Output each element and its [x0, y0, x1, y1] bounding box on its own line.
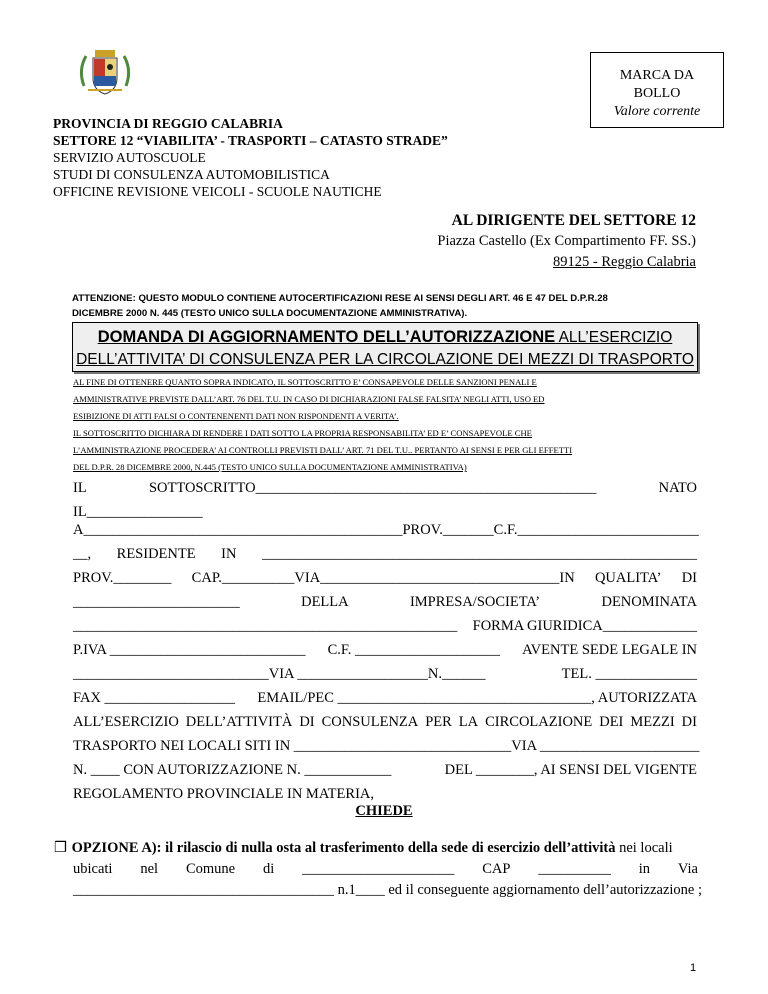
role-field[interactable]: _______________________: [73, 594, 240, 610]
sector-name: SETTORE 12 “VIABILITA’ - TRASPORTI – CATASTO STRADE”: [53, 133, 448, 148]
form-line-residence[interactable]: [73, 546, 697, 563]
form-line-undersigned[interactable]: [73, 480, 697, 497]
tax-code-field[interactable]: C.F. ____________________: [327, 642, 501, 658]
form-line-legal-form[interactable]: [73, 618, 697, 635]
stamp-line: MARCA DA: [619, 68, 695, 83]
stamp-value: Valore corrente: [613, 104, 701, 119]
recipient-street: Piazza Castello (Ex Compartimento FF. SS.): [437, 233, 696, 249]
recipient-title: AL DIRIGENTE DEL SETTORE 12: [451, 212, 696, 229]
attention-line: ATTENZIONE: QUESTO MODULO CONTIENE AUTOCERTIFICAZIONI RESE AI SENSI DEGLI ART. 46 E 47 DEL D.P.R.28: [72, 293, 608, 304]
province-name: PROVINCIA DI REGGIO CALABRIA: [53, 116, 283, 131]
authorization-date-field[interactable]: DEL ________, AI SENSI DEL VIGENTE: [444, 762, 697, 778]
form-line-activity: [73, 714, 697, 731]
service-line: SERVIZIO AUTOSCUOLE: [53, 150, 206, 165]
cap-street-field[interactable]: CAP.__________VIA_________________________________IN: [191, 570, 575, 586]
form-word: LA: [458, 714, 479, 730]
premises-field[interactable]: TRASPORTO NEI LOCALI SITI IN ______________________________: [73, 738, 512, 754]
new-street-field[interactable]: ____________________________________ n.1____ ed il conseguente aggiornamento dell’autorizzazione ;: [73, 882, 703, 898]
option-a-line: [54, 838, 698, 859]
form-line-contacts[interactable]: [73, 690, 697, 707]
form-text: DI: [681, 570, 697, 586]
stamp-line: BOLLO: [633, 86, 681, 101]
company-name-field[interactable]: _____________________________________________________: [73, 618, 458, 634]
option-a-location-line[interactable]: [54, 859, 698, 880]
form-word: ALL’ESERCIZIO: [73, 714, 179, 730]
form-line-vat[interactable]: [73, 642, 697, 659]
form-line-company[interactable]: [73, 594, 697, 611]
form-text: DENOMINATA: [601, 594, 697, 610]
checkbox-icon[interactable]: ❒: [54, 840, 67, 856]
attention-line: DICEMBRE 2000 N. 445 (TESTO UNICO SULLA DOCUMENTAZIONE AMMINISTRATIVA).: [72, 308, 468, 319]
form-text: AVENTE SEDE LEGALE IN: [522, 642, 697, 658]
recipient-city: 89125 - Reggio Calabria: [553, 254, 696, 270]
form-word: in: [638, 861, 650, 877]
fax-field[interactable]: FAX __________________: [73, 690, 236, 706]
authorization-number-field[interactable]: N. ____ CON AUTORIZZAZIONE N. ____________: [73, 762, 392, 778]
form-line-seat[interactable]: [73, 666, 697, 683]
name-field[interactable]: SOTTOSCRITTO_______________________________________________: [148, 480, 597, 496]
coat-of-arms-logo: [76, 46, 134, 98]
form-text: IL: [73, 480, 87, 496]
form-word: CAP: [482, 861, 511, 877]
email-field[interactable]: EMAIL/PEC ___________________________________, AUTORIZZATA: [257, 690, 697, 706]
office-header: [53, 115, 448, 200]
form-word: DI: [299, 714, 315, 730]
legal-note-line: L’AMMINISTRAZIONE PROCEDERA’ AI CONTROLLI PREVISTI DALL’ ART. 71 DEL T.U.. PERTANTO AI SENSI E PER GLI EFFETTI: [73, 445, 573, 455]
seat-address-field[interactable]: ___________________________VIA __________________N.______: [73, 666, 486, 682]
title-line: [73, 326, 697, 349]
title-rest: ALL’ESERCIZIO: [555, 329, 673, 346]
attention-notice: [72, 291, 702, 321]
form-text: QUALITA’: [594, 570, 662, 586]
legal-note-line: DEL D.P.R. 28 DICEMBRE 2000, N.445 (TESTO UNICO SULLA DOCUMENTAZIONE AMMINISTRATIVA): [73, 462, 467, 472]
form-line-regulation: REGOLAMENTO PROVINCIALE IN MATERIA,: [73, 786, 374, 802]
new-cap-field[interactable]: __________: [538, 861, 611, 877]
form-word: PER: [425, 714, 452, 730]
coat-of-arms-icon: [76, 46, 134, 98]
option-a-title: OPZIONE A): il rilascio di nulla osta al trasferimento della sede di esercizio dell’attività: [71, 840, 616, 856]
legal-note-line: AMMINISTRATIVE PREVISTE DALL’ART. 76 DEL T.U. IN CASO DI DICHIARAZIONI FALSE FALSITA’ NEGLI ATTI, USO ED: [73, 394, 545, 404]
legal-note-line: ESIBIZIONE DI ATTI FALSI O CONTENENENTI DATI NON RISPONDENTI A VERITA’.: [73, 411, 399, 421]
form-text: RESIDENTE: [116, 546, 196, 562]
form-text: DELLA: [301, 594, 349, 610]
form-word: di: [262, 861, 275, 877]
recipient-address: [437, 210, 696, 273]
premises-street-field[interactable]: VIA ______________________: [511, 738, 700, 754]
birth-date-field[interactable]: IL________________: [73, 504, 203, 520]
form-text: __,: [73, 546, 92, 562]
form-text: IN: [221, 546, 237, 562]
service-line: STUDI DI CONSULENZA AUTOMOBILISTICA: [53, 167, 330, 182]
birthplace-field[interactable]: A____________________________________________PROV._______C.F._________________________: [73, 522, 699, 538]
phone-field[interactable]: TEL. ______________: [561, 666, 697, 682]
form-word: ubicati: [73, 861, 113, 877]
form-text: NATO: [658, 480, 697, 496]
form-line-premises[interactable]: [73, 738, 700, 755]
form-word: DELL’ATTIVITÀ: [185, 714, 293, 730]
service-line: OFFICINE REVISIONE VEICOLI - SCUOLE NAUTICHE: [53, 184, 382, 199]
legal-form-field[interactable]: FORMA GIURIDICA_____________: [472, 618, 697, 634]
title-line: DELL’ATTIVITA’ DI CONSULENZA PER LA CIRCOLAZIONE DEI MEZZI DI TRASPORTO: [76, 351, 694, 368]
form-word: CONSULENZA: [321, 714, 419, 730]
form-word: CIRCOLAZIONE: [485, 714, 593, 730]
legal-note-line: IL SOTTOSCRITTO DICHIARA DI RENDERE I DATI SOTTO LA PROPRIA RESPONSABILITA’ ED E’ CONSAPEVOLE CHE: [73, 428, 532, 438]
form-text: IMPRESA/SOCIETA’: [409, 594, 541, 610]
form-word: nel: [140, 861, 159, 877]
option-a[interactable]: [54, 838, 703, 901]
revenue-stamp-box: [590, 52, 724, 128]
legal-note-line: AL FINE DI OTTENERE QUANTO SOPRA INDICATO, IL SOTTOSCRITTO E’ CONSAPEVOLE DELLE SANZIONI PENALI E: [73, 377, 537, 387]
form-line-authorization[interactable]: [73, 762, 697, 779]
legal-notes: [73, 374, 713, 476]
option-a-text: nei locali: [615, 840, 673, 856]
vat-field[interactable]: P.IVA ___________________________: [73, 642, 306, 658]
form-word: Comune: [185, 861, 236, 877]
province-field[interactable]: PROV.________: [73, 570, 172, 586]
residence-field[interactable]: ____________________________________________________________: [261, 546, 697, 562]
municipality-field[interactable]: _____________________: [302, 861, 455, 877]
page-number: 1: [690, 962, 697, 974]
document-title-box: [72, 322, 698, 372]
form-word: Via: [677, 861, 698, 877]
form-word: MEZZI: [630, 714, 675, 730]
request-heading: CHIEDE: [355, 803, 413, 819]
form-word: DEI: [599, 714, 624, 730]
form-line-address[interactable]: [73, 570, 697, 587]
title-bold: DOMANDA DI AGGIORNAMENTO DELL’AUTORIZZAZIONE: [97, 328, 556, 346]
form-word: DI: [681, 714, 697, 730]
